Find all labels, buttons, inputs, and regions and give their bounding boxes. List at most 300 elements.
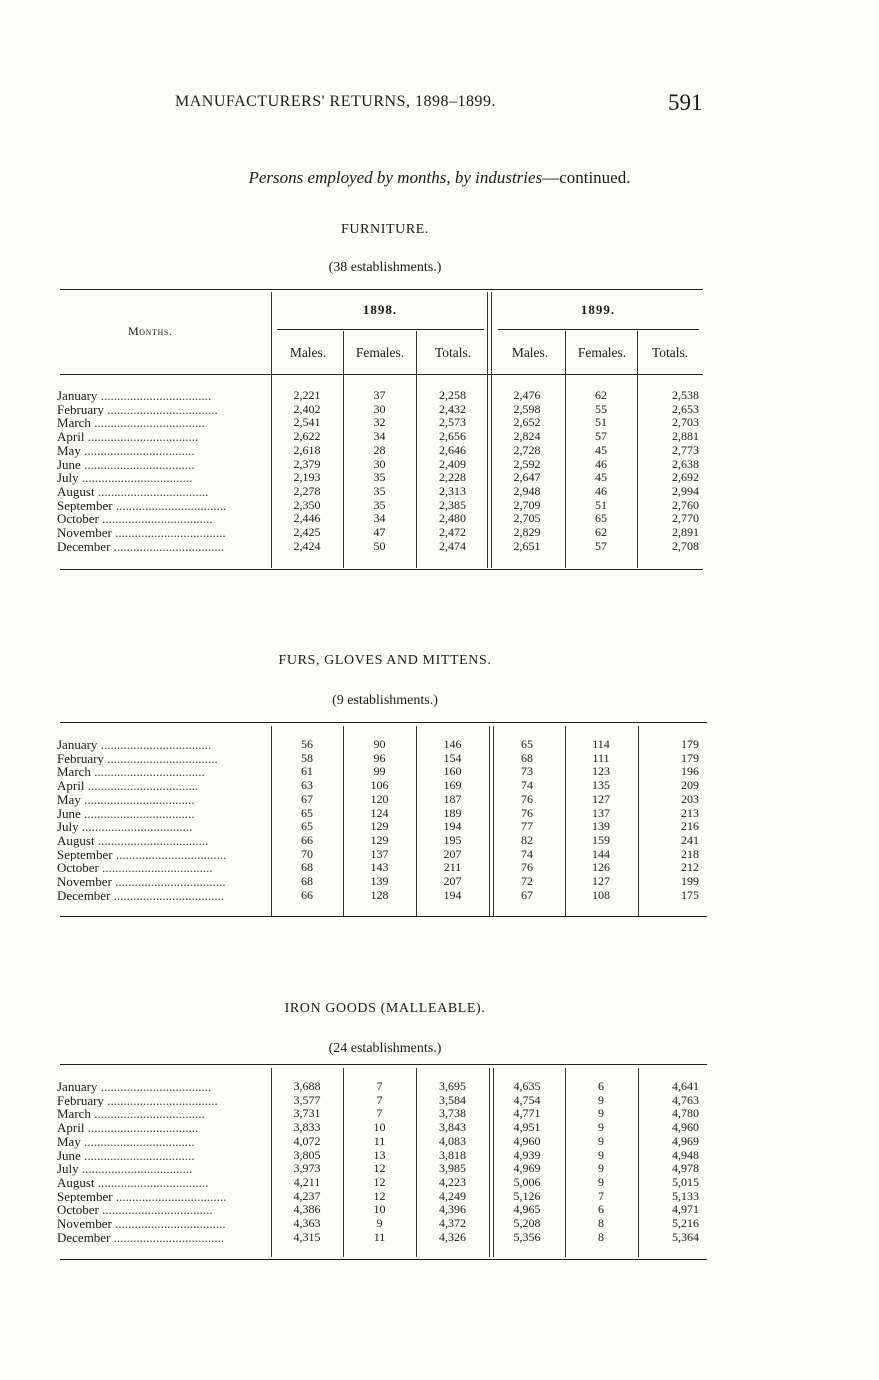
totals-1899-cell: 2,891 — [672, 526, 699, 540]
females-1898-cell: 96 — [373, 751, 386, 765]
month-cell — [57, 834, 271, 848]
month-cell — [57, 752, 271, 766]
males-1899-cell: 2,652 — [513, 416, 541, 430]
month-label: November — [57, 1217, 112, 1231]
females-1899-header: Females. — [577, 345, 627, 360]
totals-1899-cell: 2,773 — [672, 443, 699, 457]
totals-1898-cell: 2,385 — [439, 498, 466, 512]
months-header: Months. — [128, 324, 173, 338]
data-table-iron-goods — [57, 1080, 703, 1244]
table-row — [57, 752, 703, 766]
table-row — [57, 403, 703, 417]
month-label: January — [57, 389, 98, 403]
table-row — [57, 848, 703, 862]
month-cell — [57, 1107, 271, 1121]
dot-leader: .................................. — [110, 1230, 225, 1245]
totals-1898-cell: 207 — [443, 847, 462, 861]
month-cell — [57, 848, 271, 862]
table-row — [57, 471, 703, 485]
females-1899-cell: 9 — [598, 1121, 604, 1135]
males-1899-cell: 65 — [521, 738, 533, 751]
totals-1899-cell: 2,760 — [672, 498, 699, 512]
totals-1898-cell: 2,313 — [439, 484, 466, 498]
dot-leader: .................................. — [80, 792, 195, 807]
males-1899-cell: 2,598 — [513, 402, 541, 416]
males-1899-cell: 74 — [521, 779, 533, 793]
dot-leader: .................................. — [103, 1093, 218, 1108]
month-label: September — [57, 847, 113, 862]
dot-leader: .................................. — [90, 1107, 205, 1122]
month-label: October — [57, 861, 99, 876]
males-1899-cell: 2,592 — [513, 457, 541, 471]
females-1899-cell: 45 — [595, 471, 607, 485]
females-1899-cell: 9 — [598, 1107, 604, 1121]
dot-leader: .................................. — [84, 1121, 199, 1135]
dot-leader: .................................. — [80, 457, 195, 472]
month-label: June — [57, 806, 81, 821]
females-1898-cell: 12 — [373, 1175, 386, 1189]
totals-1898-cell: 2,573 — [439, 416, 466, 430]
section-title-furs: FURS, GLOVES AND MITTENS. — [278, 653, 492, 668]
females-1898-cell: 7 — [376, 1080, 383, 1093]
males-1899-cell: 4,965 — [513, 1203, 541, 1217]
females-1898-cell: 11 — [373, 1134, 386, 1148]
males-1898-cell: 67 — [301, 792, 313, 806]
totals-1899-cell: 4,978 — [672, 1162, 699, 1176]
section-establishments-iron-goods: (24 establishments.) — [328, 1041, 442, 1056]
month-cell — [57, 738, 271, 752]
females-1899-cell: 57 — [595, 539, 607, 553]
males-1899-cell: 5,006 — [513, 1175, 541, 1189]
females-1899-cell: 55 — [595, 402, 607, 416]
totals-1898-cell: 2,258 — [439, 389, 466, 402]
males-1898-cell: 2,278 — [293, 484, 321, 498]
males-1898-cell: 66 — [301, 833, 313, 847]
totals-1899-cell: 203 — [681, 792, 699, 806]
totals-1899-cell: 2,692 — [672, 471, 699, 485]
month-cell — [57, 512, 271, 526]
females-1899-cell: 9 — [598, 1093, 604, 1107]
males-1898-cell: 3,805 — [293, 1148, 321, 1162]
females-1898-cell: 129 — [370, 833, 389, 847]
month-label: August — [57, 484, 95, 499]
females-1898-cell: 32 — [373, 416, 386, 430]
dot-leader: .................................. — [84, 779, 199, 793]
totals-1898-cell: 2,432 — [439, 402, 466, 416]
females-1899-cell: 9 — [598, 1162, 604, 1176]
females-1898-cell: 35 — [373, 498, 386, 512]
males-1898-cell: 2,350 — [293, 498, 321, 512]
females-1898-cell: 139 — [370, 875, 389, 889]
year-1898-header: 1898. — [362, 302, 398, 317]
totals-1899-cell: 179 — [681, 738, 699, 751]
males-1899-header: Males. — [511, 345, 549, 360]
dot-leader: .................................. — [112, 498, 227, 513]
month-label: February — [57, 751, 104, 766]
table-row — [57, 1121, 703, 1135]
males-1898-cell: 2,446 — [293, 512, 321, 526]
females-1898-cell: 120 — [370, 792, 389, 806]
totals-1899-cell: 4,948 — [672, 1148, 699, 1162]
males-1899-cell: 2,709 — [513, 498, 541, 512]
month-cell — [57, 1094, 271, 1108]
dot-leader: .................................. — [78, 820, 193, 834]
males-1899-cell: 82 — [521, 833, 533, 847]
totals-1898-cell: 194 — [443, 820, 462, 834]
dot-leader: .................................. — [112, 847, 227, 862]
females-1899-cell: 127 — [592, 792, 610, 806]
totals-1898-cell: 3,843 — [439, 1121, 466, 1135]
totals-1898-cell: 187 — [443, 792, 462, 806]
dot-leader: .................................. — [84, 430, 199, 444]
totals-1898-cell: 3,738 — [439, 1107, 466, 1121]
females-1899-cell: 135 — [592, 779, 610, 793]
males-1898-cell: 66 — [301, 888, 313, 902]
month-cell — [57, 765, 271, 779]
females-1899-cell: 9 — [598, 1175, 604, 1189]
dot-leader: .................................. — [78, 471, 193, 485]
males-1898-cell: 2,379 — [293, 457, 321, 471]
table-row — [57, 1203, 703, 1217]
table-row — [57, 889, 703, 903]
females-1899-cell: 111 — [592, 751, 610, 765]
totals-1898-cell: 4,223 — [439, 1175, 466, 1189]
males-1899-cell: 73 — [521, 765, 533, 779]
females-1898-cell: 30 — [373, 457, 386, 471]
males-1899-cell: 2,647 — [513, 471, 541, 485]
males-1899-cell: 4,960 — [513, 1134, 541, 1148]
month-label: August — [57, 1175, 95, 1190]
males-1899-cell: 5,356 — [513, 1230, 541, 1244]
header-bottom-rule — [60, 374, 703, 375]
males-1898-cell: 4,386 — [293, 1203, 321, 1217]
males-1899-cell: 76 — [521, 861, 533, 875]
section-establishments-furniture: (38 establishments.) — [328, 260, 442, 275]
totals-1899-cell: 2,653 — [672, 402, 699, 416]
females-1898-cell: 12 — [373, 1189, 386, 1203]
females-1899-cell: 9 — [598, 1148, 604, 1162]
dot-leader: .................................. — [97, 738, 212, 752]
month-label: July — [57, 1162, 79, 1176]
males-1898-cell: 2,424 — [293, 539, 321, 553]
totals-1899-cell: 5,216 — [672, 1217, 699, 1231]
males-1898-cell: 2,541 — [293, 416, 321, 430]
females-1898-cell: 47 — [373, 526, 386, 540]
month-label: December — [57, 1230, 111, 1245]
males-1899-cell: 67 — [521, 888, 533, 902]
males-1899-cell: 5,208 — [513, 1217, 541, 1231]
dot-leader: .................................. — [90, 416, 205, 431]
month-cell — [57, 793, 271, 807]
totals-1898-cell: 2,474 — [439, 539, 466, 553]
table-row — [57, 1149, 703, 1163]
section-title-furniture: FURNITURE. — [340, 222, 430, 237]
month-cell — [57, 861, 271, 875]
totals-1898-cell: 4,249 — [439, 1189, 466, 1203]
females-1898-cell: 106 — [370, 779, 389, 793]
males-1898-cell: 2,221 — [293, 389, 321, 402]
totals-1899-cell: 218 — [681, 847, 699, 861]
month-cell — [57, 389, 271, 403]
dot-leader: .................................. — [111, 1217, 226, 1231]
dot-leader: .................................. — [103, 402, 218, 417]
males-1898-cell: 3,688 — [293, 1080, 321, 1093]
males-1899-cell: 2,948 — [513, 484, 541, 498]
males-1899-cell: 74 — [521, 847, 533, 861]
females-1899-cell: 65 — [595, 512, 607, 526]
totals-1898-cell: 195 — [443, 833, 462, 847]
table-row — [57, 779, 703, 793]
females-1898-header: Females. — [355, 345, 405, 360]
males-1899-cell: 76 — [521, 792, 533, 806]
month-label: August — [57, 833, 95, 848]
month-cell — [57, 1231, 271, 1245]
males-1898-cell: 70 — [301, 847, 313, 861]
month-label: September — [57, 1189, 113, 1204]
month-cell — [57, 779, 271, 793]
totals-1899-cell: 2,538 — [672, 389, 699, 402]
totals-1899-cell: 179 — [681, 751, 699, 765]
dot-leader: .................................. — [94, 1175, 209, 1190]
totals-1899-cell: 4,641 — [672, 1080, 699, 1093]
table-bottom-rule — [60, 1259, 707, 1260]
totals-1898-cell: 2,646 — [439, 443, 466, 457]
males-1899-cell: 2,476 — [513, 389, 541, 402]
totals-1898-cell: 146 — [443, 738, 462, 751]
month-cell — [57, 526, 271, 540]
totals-1899-cell: 5,133 — [672, 1189, 699, 1203]
males-1899-cell: 72 — [521, 875, 533, 889]
females-1898-cell: 50 — [373, 539, 386, 553]
females-1898-cell: 35 — [373, 484, 386, 498]
month-cell — [57, 471, 271, 485]
totals-1898-cell: 2,409 — [439, 457, 466, 471]
table-row — [57, 499, 703, 513]
females-1899-cell: 6 — [598, 1080, 604, 1093]
table-row — [57, 1135, 703, 1149]
totals-1898-cell: 2,480 — [439, 512, 466, 526]
males-1899-cell: 5,126 — [513, 1189, 541, 1203]
females-1898-cell: 10 — [373, 1121, 386, 1135]
month-label: January — [57, 738, 98, 752]
month-label: April — [57, 1121, 85, 1135]
males-1898-cell: 2,193 — [293, 471, 321, 485]
month-label: February — [57, 402, 104, 417]
totals-1899-cell: 212 — [681, 861, 699, 875]
totals-1899-cell: 2,703 — [672, 416, 699, 430]
totals-1899-cell: 2,770 — [672, 512, 699, 526]
females-1899-cell: 6 — [598, 1203, 604, 1217]
females-1899-cell: 51 — [595, 498, 607, 512]
month-cell — [57, 485, 271, 499]
dot-leader: .................................. — [80, 806, 195, 821]
month-label: May — [57, 443, 81, 458]
month-cell — [57, 499, 271, 513]
month-cell — [57, 820, 271, 834]
table-bottom-rule — [60, 916, 707, 917]
females-1898-cell: 12 — [373, 1162, 386, 1176]
females-1899-cell: 144 — [592, 847, 610, 861]
dot-leader: .................................. — [80, 1134, 195, 1149]
females-1899-cell: 62 — [595, 526, 607, 540]
month-cell — [57, 875, 271, 889]
males-1898-cell: 4,237 — [293, 1189, 321, 1203]
totals-1898-cell: 211 — [443, 861, 462, 875]
females-1899-cell: 159 — [592, 833, 610, 847]
males-1899-cell: 4,951 — [513, 1121, 541, 1135]
table-row — [57, 430, 703, 444]
males-1898-cell: 58 — [301, 751, 313, 765]
month-label: April — [57, 779, 85, 793]
totals-1898-cell: 3,695 — [439, 1080, 466, 1093]
males-1899-cell: 4,771 — [513, 1107, 541, 1121]
males-1899-cell: 77 — [521, 820, 533, 834]
females-1899-cell: 137 — [592, 806, 610, 820]
subtitle-italic: Persons employed by months, by industries — [248, 168, 543, 187]
month-cell — [57, 1149, 271, 1163]
month-label: November — [57, 526, 112, 540]
males-1899-cell: 68 — [521, 751, 533, 765]
males-1898-cell: 2,618 — [293, 443, 321, 457]
month-label: April — [57, 430, 85, 444]
table-row — [57, 861, 703, 875]
month-label: January — [57, 1080, 98, 1094]
month-cell — [57, 458, 271, 472]
table-row — [57, 875, 703, 889]
month-cell — [57, 1162, 271, 1176]
totals-1898-cell: 154 — [443, 751, 462, 765]
totals-1899-cell: 175 — [681, 888, 699, 902]
table-row — [57, 1217, 703, 1231]
females-1898-cell: 9 — [376, 1217, 383, 1231]
data-table-furs — [57, 738, 703, 902]
totals-1898-cell: 3,818 — [439, 1148, 466, 1162]
totals-1898-cell: 207 — [443, 875, 462, 889]
table-row — [57, 485, 703, 499]
table-row — [57, 389, 703, 403]
females-1898-cell: 11 — [373, 1230, 386, 1244]
table-row — [57, 416, 703, 430]
dot-leader: .................................. — [94, 833, 209, 848]
totals-1899-cell: 196 — [681, 765, 699, 779]
month-label: May — [57, 1134, 81, 1149]
males-1898-cell: 56 — [301, 738, 313, 751]
year-1899-header: 1899. — [580, 302, 616, 317]
females-1898-cell: 30 — [373, 402, 386, 416]
females-1898-cell: 90 — [373, 738, 386, 751]
dot-leader: .................................. — [110, 888, 225, 903]
males-1898-cell: 3,577 — [293, 1093, 321, 1107]
month-label: July — [57, 471, 79, 485]
males-1899-cell: 2,829 — [513, 526, 541, 540]
subtitle-suffix: —continued. — [542, 168, 631, 187]
totals-1898-cell: 189 — [443, 806, 462, 820]
totals-1899-cell: 213 — [681, 806, 699, 820]
males-1898-cell: 68 — [301, 875, 313, 889]
females-1899-cell: 8 — [598, 1217, 604, 1231]
month-label: November — [57, 875, 112, 889]
table-row — [57, 1176, 703, 1190]
month-cell — [57, 1217, 271, 1231]
females-1899-cell: 62 — [595, 389, 607, 402]
totals-1899-cell: 216 — [681, 820, 699, 834]
table-row — [57, 820, 703, 834]
females-1898-cell: 124 — [370, 806, 389, 820]
month-cell — [57, 807, 271, 821]
month-cell — [57, 1176, 271, 1190]
males-1898-cell: 2,622 — [293, 430, 321, 444]
totals-1899-cell: 4,780 — [672, 1107, 699, 1121]
females-1898-cell: 128 — [370, 888, 389, 902]
month-cell — [57, 540, 271, 554]
table-row — [57, 738, 703, 752]
table-row — [57, 540, 703, 554]
month-cell — [57, 1080, 271, 1094]
females-1899-cell: 7 — [598, 1189, 604, 1203]
females-1899-cell: 114 — [592, 738, 610, 751]
dot-leader: .................................. — [97, 389, 212, 403]
males-1898-cell: 63 — [301, 779, 313, 793]
month-label: June — [57, 1148, 81, 1163]
males-1898-cell: 68 — [301, 861, 313, 875]
month-label: March — [57, 1107, 91, 1122]
males-1898-cell: 3,731 — [293, 1107, 321, 1121]
males-1898-header: Males. — [289, 345, 327, 360]
table-row — [57, 1080, 703, 1094]
table-row — [57, 793, 703, 807]
page-subtitle — [0, 168, 879, 188]
totals-1898-cell: 3,985 — [439, 1162, 466, 1176]
males-1898-cell: 4,072 — [293, 1134, 321, 1148]
table-bottom-rule — [60, 569, 703, 570]
month-cell — [57, 430, 271, 444]
dot-leader: .................................. — [94, 484, 209, 499]
month-label: December — [57, 888, 111, 903]
dot-leader: .................................. — [112, 1189, 227, 1204]
dot-leader: .................................. — [97, 1080, 212, 1094]
totals-1898-cell: 160 — [443, 765, 462, 779]
table-row — [57, 512, 703, 526]
dot-leader: .................................. — [78, 1162, 193, 1176]
month-label: March — [57, 416, 91, 431]
totals-1898-cell: 3,584 — [439, 1093, 466, 1107]
males-1899-cell: 4,754 — [513, 1093, 541, 1107]
month-label: March — [57, 765, 91, 780]
males-1899-cell: 2,728 — [513, 443, 541, 457]
table-row — [57, 1107, 703, 1121]
table-top-rule — [60, 722, 707, 723]
males-1898-cell: 3,973 — [293, 1162, 321, 1176]
males-1899-cell: 4,969 — [513, 1162, 541, 1176]
totals-1898-cell: 4,083 — [439, 1134, 466, 1148]
totals-1899-cell: 4,960 — [672, 1121, 699, 1135]
dot-leader: .................................. — [98, 861, 213, 876]
females-1899-cell: 8 — [598, 1230, 604, 1244]
males-1899-cell: 2,651 — [513, 539, 541, 553]
totals-1899-header: Totals. — [651, 345, 689, 360]
females-1899-cell: 108 — [592, 888, 610, 902]
females-1899-cell: 139 — [592, 820, 610, 834]
page-number: 591 — [668, 90, 703, 115]
females-1898-cell: 28 — [373, 443, 386, 457]
totals-1898-header: Totals. — [434, 345, 472, 360]
totals-1898-cell: 4,396 — [439, 1203, 466, 1217]
month-cell — [57, 1121, 271, 1135]
month-cell — [57, 416, 271, 430]
month-label: December — [57, 539, 111, 554]
totals-1899-cell: 209 — [681, 779, 699, 793]
month-cell — [57, 403, 271, 417]
